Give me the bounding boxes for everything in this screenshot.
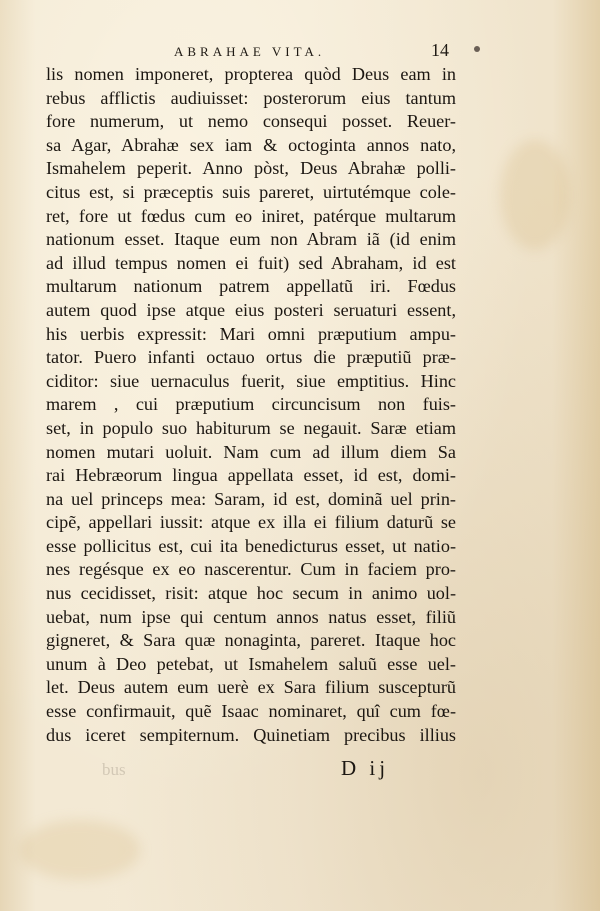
ink-dot xyxy=(474,46,480,52)
text-line: nationum esset. Itaque eum non Abram iã (id enim xyxy=(46,229,456,250)
text-line: citus est, si præceptis suis pareret, uirtutémque cole- xyxy=(46,181,456,202)
text-line: Ismahelem peperit. Anno pòst, Deus Abrahæ polli- xyxy=(46,158,456,179)
text-line: marem , cui præputium circuncisum non fuis- xyxy=(46,394,456,415)
text-line: lis nomen imponeret, propterea quòd Deus eam in xyxy=(46,64,456,84)
text-line: na uel princeps mea: Saram, id est, dominã uel prin- xyxy=(46,488,456,509)
running-head: ABRAHAE VITA. xyxy=(174,44,326,59)
text-line: dus iceret sempiternum. Quinetiam precibus illius xyxy=(46,724,456,745)
text-line: let. Deus autem eum uerè ex Sara filium suscepturũ xyxy=(46,677,456,698)
text-line: tator. Puero infanti octauo ortus die præputiũ præ- xyxy=(46,347,456,368)
text-line: ad illud tempus nomen ei fuit) sed Abraham, id est xyxy=(46,252,456,273)
text-line: rebus afflictis audiuisset: posterorum eius tantum xyxy=(46,87,456,108)
signature-mark: D ij xyxy=(341,756,390,780)
text-line: set, in populo suo habiturum se negauit. Saræ etiam xyxy=(46,417,456,438)
text-line: nus cecidisset, risit: atque hoc secum in animo uol- xyxy=(46,583,456,604)
text-line: esse confirmauit, quẽ Isaac nominaret, quî cum fœ- xyxy=(46,701,456,722)
text-line: esse pollicitus est, cui ita benedicturus esset, ut natio- xyxy=(46,535,456,556)
text-line: autem quod ipse atque eius posteri seruaturi essent, xyxy=(46,299,456,320)
text-line: ret, fore ut fœdus cum eo iniret, patérque multarum xyxy=(46,205,456,226)
text-line: unum à Deo petebat, ut Ismahelem saluũ esse uel- xyxy=(46,653,456,674)
text-line: nomen mutari uoluit. Nam cum ad illum diem Sa xyxy=(46,441,456,462)
text-line: ciditor: siue uernaculus fuerit, siue emptitius. Hinc xyxy=(46,370,456,391)
text-line: cipẽ, appellari iussit: atque ex illa ei filium daturũ se xyxy=(46,512,456,533)
page-number: 14 xyxy=(431,40,449,60)
text-line: rai Hebræorum lingua appellata esset, id est, domi- xyxy=(46,465,456,486)
text-line: gigneret, & Sara quæ nonaginta, pareret. Itaque hoc xyxy=(46,630,456,651)
text-line: multarum nationum patrem appellatũ iri. Fœdus xyxy=(46,276,456,297)
paper-stain xyxy=(20,820,140,880)
body-text xyxy=(46,63,456,747)
text-line: uebat, num ipse qui centum annos natus esset, filiũ xyxy=(46,606,456,627)
text-line: nes regésque ex eo nascerentur. Cum in faciem pro- xyxy=(46,559,456,580)
show-through-text: bus xyxy=(102,760,126,779)
text-line: sa Agar, Abrahæ sex iam & octoginta annos nato, xyxy=(46,134,456,155)
text-line: fore numerum, ut nemo consequi posset. Reuer- xyxy=(46,111,456,132)
text-line: his uerbis expressit: Mari omni præputium ampu- xyxy=(46,323,456,344)
paper-stain xyxy=(500,140,570,250)
